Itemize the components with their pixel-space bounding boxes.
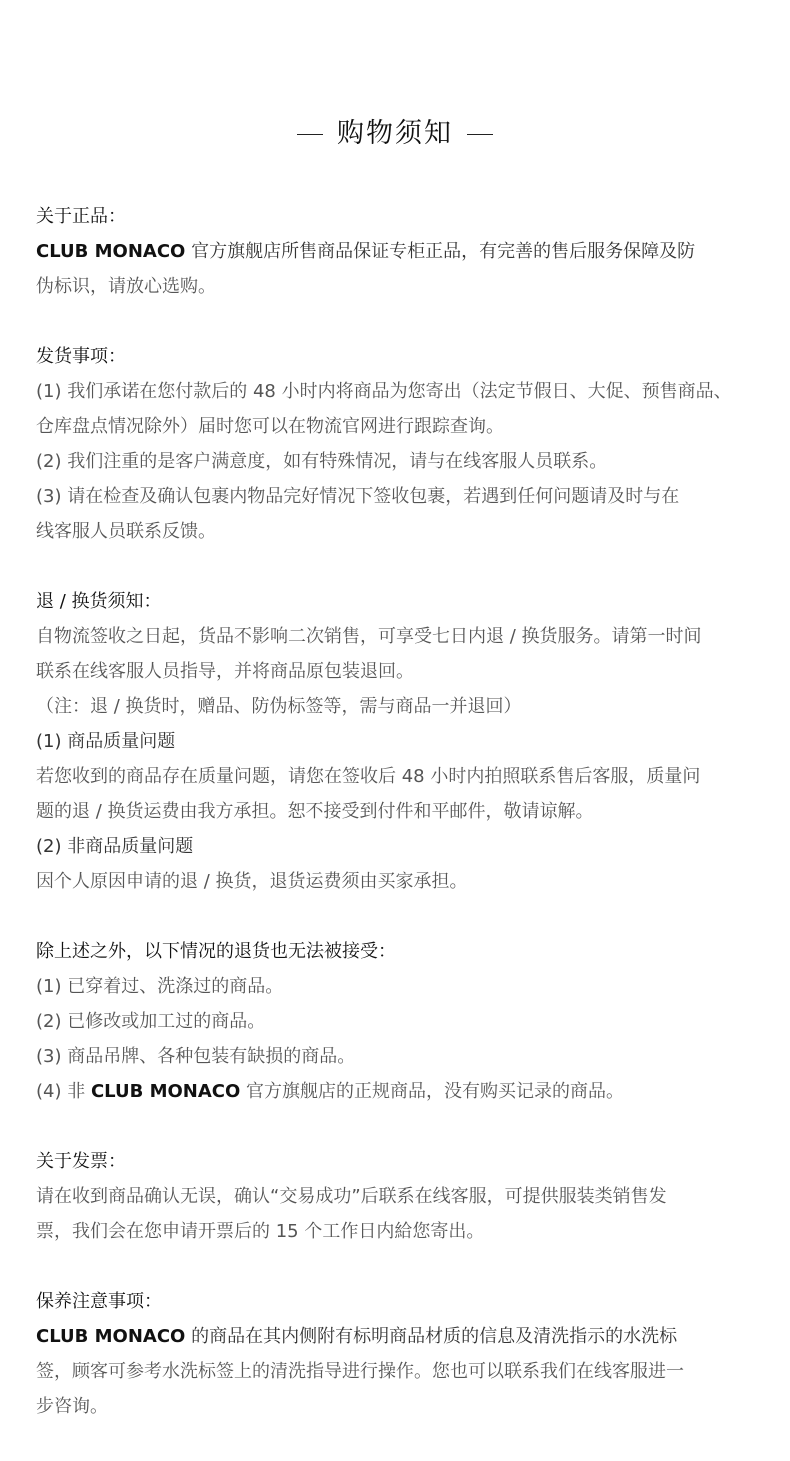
page-title: 购物须知 <box>337 118 453 149</box>
quality-issue-heading: (1) 商品质量问题 <box>36 731 176 752</box>
care-heading: 保养注意事项： <box>36 1291 162 1312</box>
exception-item: (2) 已修改或加工过的商品。 <box>36 1011 266 1032</box>
page-title-row <box>0 112 790 156</box>
shipping-line: 仓库盘点情况除外）届时您可以在物流官网进行跟踪查询。 <box>36 416 504 437</box>
invoice-heading: 关于发票： <box>36 1151 126 1172</box>
exception-item-4 <box>36 1074 758 1109</box>
returns-line: 联系在线客服人员指导，并将商品原包装退回。 <box>36 661 414 682</box>
section-shipping <box>36 339 758 549</box>
section-invoice <box>36 1144 758 1249</box>
title-left-dash <box>297 134 323 135</box>
section-returns <box>36 584 758 899</box>
authentic-line-2: 伪标识，请放心选购。 <box>36 276 216 297</box>
authentic-line-1-text: 官方旗舰店所售商品保证专柜正品，有完善的售后服务保障及防 <box>185 241 696 262</box>
shipping-line: (1) 我们承诺在您付款后的 48 小时内将商品为您寄出（法定节假日、大促、预售商品、 <box>36 381 732 402</box>
section-care <box>36 1284 758 1424</box>
returns-line: 自物流签收之日起，货品不影响二次销售，可享受七日内退 / 换货服务。请第一时间 <box>36 626 702 647</box>
care-line-1-text: 的商品在其内侧附有标明商品材质的信息及清洗指示的水洗标 <box>185 1326 678 1347</box>
shipping-line: (2) 我们注重的是客户满意度，如有特殊情况，请与在线客服人员联系。 <box>36 451 608 472</box>
non-quality-issue-heading: (2) 非商品质量问题 <box>36 836 194 857</box>
brand-name: CLUB MONACO <box>90 1081 241 1102</box>
care-line: 步咨询。 <box>36 1396 108 1417</box>
invoice-line: 票，我们会在您申请开票后的 15 个工作日内給您寄出。 <box>36 1221 485 1242</box>
care-line: 签，顾客可参考水洗标签上的清洗指导进行操作。您也可以联系我们在线客服进一 <box>36 1361 684 1382</box>
returns-heading: 退 / 换货须知： <box>36 591 162 612</box>
brand-name: CLUB MONACO <box>36 1326 186 1347</box>
authentic-line-1 <box>36 234 758 269</box>
authentic-heading: 关于正品： <box>36 206 126 227</box>
section-exceptions <box>36 934 758 1109</box>
quality-issue-line: 题的退 / 换货运费由我方承担。恕不接受到付件和平邮件，敬请谅解。 <box>36 801 594 822</box>
exception-item: (3) 商品吊牌、各种包装有缺损的商品。 <box>36 1046 356 1067</box>
shipping-heading: 发货事项： <box>36 346 126 367</box>
exception-item-4-prefix: (4) 非 <box>36 1081 91 1102</box>
title-right-dash <box>467 134 493 135</box>
brand-name: CLUB MONACO <box>36 241 186 262</box>
shipping-line: (3) 请在检查及确认包裹内物品完好情况下签收包裹，若遇到任何问题请及时与在 <box>36 486 680 507</box>
returns-note: （注：退 / 换货时，赠品、防伪标签等，需与商品一并退回） <box>36 696 522 717</box>
notice-content <box>36 199 758 1459</box>
exceptions-heading: 除上述之外，以下情况的退货也无法被接受： <box>36 941 396 962</box>
non-quality-issue-line: 因个人原因申请的退 / 换货，退货运费须由买家承担。 <box>36 871 468 892</box>
shipping-line: 线客服人员联系反馈。 <box>36 521 216 542</box>
exception-item-4-text: 官方旗舰店的正规商品，没有购买记录的商品。 <box>240 1081 625 1102</box>
exception-item: (1) 已穿着过、洗涤过的商品。 <box>36 976 284 997</box>
care-line-1 <box>36 1319 758 1354</box>
quality-issue-line: 若您收到的商品存在质量问题，请您在签收后 48 小时内拍照联系售后客服，质量问 <box>36 766 701 787</box>
invoice-line: 请在收到商品确认无误，确认“交易成功”后联系在线客服，可提供服装类销售发 <box>36 1186 667 1207</box>
section-authentic <box>36 199 758 304</box>
